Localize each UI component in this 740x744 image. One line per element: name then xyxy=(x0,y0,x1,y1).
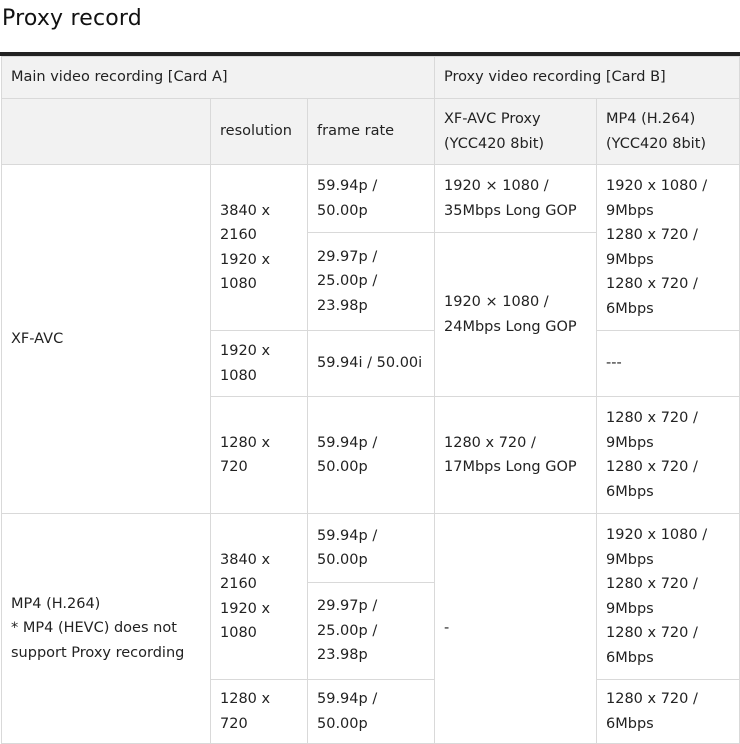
resolution-cell: 1280 x 720 xyxy=(211,397,308,514)
frame-rate-header: frame rate xyxy=(308,99,435,165)
empty-header-cell xyxy=(2,99,211,165)
frame-rate-cell: 59.94i / 50.00i xyxy=(308,331,435,397)
mp4-proxy-cell: 1920 x 1080 / 9Mbps 1280 x 720 / 9Mbps 1280 x 720 / 6Mbps xyxy=(597,165,740,331)
mp4-h264-header: MP4 (H.264) (YCC420 8bit) xyxy=(597,99,740,165)
frame-rate-cell: 29.97p / 25.00p / 23.98p xyxy=(308,583,435,680)
proxy-record-table xyxy=(1,56,740,744)
xf-avc-proxy-cell: 1920 × 1080 / 35Mbps Long GOP xyxy=(435,165,597,233)
xf-avc-format-cell: XF-AVC xyxy=(2,165,211,514)
proxy-recording-header: Proxy video recording [Card B] xyxy=(435,57,740,99)
resolution-header: resolution xyxy=(211,99,308,165)
table-row xyxy=(2,514,740,583)
resolution-cell: 3840 x 2160 1920 x 1080 xyxy=(211,514,308,680)
frame-rate-cell: 29.97p / 25.00p / 23.98p xyxy=(308,233,435,331)
xf-avc-proxy-header: XF-AVC Proxy (YCC420 8bit) xyxy=(435,99,597,165)
xf-avc-proxy-cell: - xyxy=(435,514,597,744)
page-title: Proxy record xyxy=(2,6,142,31)
frame-rate-cell: 59.94p / 50.00p xyxy=(308,514,435,583)
table-row xyxy=(2,165,740,233)
frame-rate-cell: 59.94p / 50.00p xyxy=(308,397,435,514)
mp4-proxy-cell: 1280 x 720 / 6Mbps xyxy=(597,680,740,744)
main-recording-header: Main video recording [Card A] xyxy=(2,57,435,99)
xf-avc-proxy-cell: 1920 × 1080 / 24Mbps Long GOP xyxy=(435,233,597,397)
mp4-proxy-cell: 1920 x 1080 / 9Mbps 1280 x 720 / 9Mbps 1280 x 720 / 6Mbps xyxy=(597,514,740,680)
resolution-cell: 1280 x 720 xyxy=(211,680,308,744)
mp4-proxy-cell: 1280 x 720 / 9Mbps 1280 x 720 / 6Mbps xyxy=(597,397,740,514)
xf-avc-proxy-cell: 1280 x 720 / 17Mbps Long GOP xyxy=(435,397,597,514)
resolution-cell: 3840 x 2160 1920 x 1080 xyxy=(211,165,308,331)
header-row-1 xyxy=(2,57,740,99)
mp4-proxy-cell: --- xyxy=(597,331,740,397)
mp4-format-cell: MP4 (H.264) * MP4 (HEVC) does not support Proxy recording xyxy=(2,514,211,744)
frame-rate-cell: 59.94p / 50.00p xyxy=(308,680,435,744)
frame-rate-cell: 59.94p / 50.00p xyxy=(308,165,435,233)
resolution-cell: 1920 x 1080 xyxy=(211,331,308,397)
header-row-2 xyxy=(2,99,740,165)
